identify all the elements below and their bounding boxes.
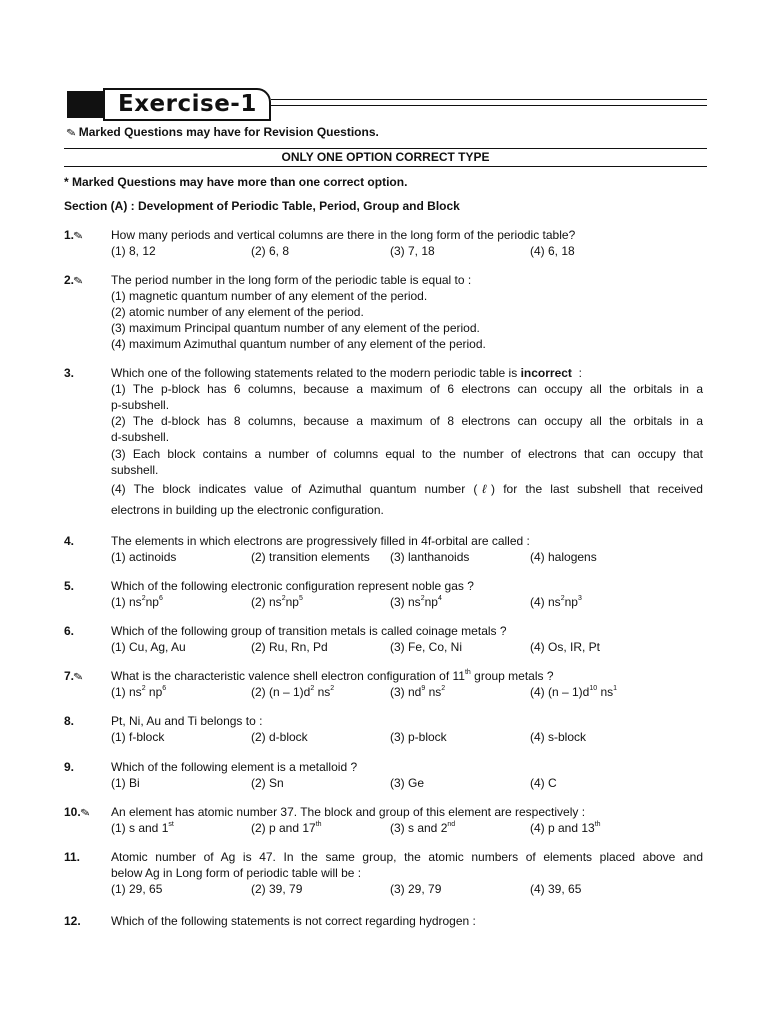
option-2: (2) 6, 8 bbox=[251, 244, 290, 258]
pencil-icon: ✎ bbox=[72, 231, 84, 242]
option-2: (2) atomic number of any element of the period. bbox=[111, 305, 364, 319]
option-4: (4) 6, 18 bbox=[530, 244, 575, 258]
question-number: 2.✎ bbox=[64, 272, 82, 290]
question-number: 9. bbox=[64, 760, 75, 774]
option-4-cont: electrons in building up the electronic configuration. bbox=[111, 503, 384, 517]
question-number: 5. bbox=[64, 579, 75, 593]
option-1: (1) s and 1st bbox=[111, 821, 174, 835]
question-number: 3. bbox=[64, 366, 75, 380]
revision-note-text: Marked Questions may have for Revision Questions. bbox=[78, 125, 379, 139]
option-4: (4) $ns^2np^3$ bbox=[530, 595, 582, 609]
question-number: 4. bbox=[64, 534, 75, 548]
option-1: (1) magnetic quantum number of any element of the period. bbox=[111, 289, 428, 303]
option-2: (2) p and 17th bbox=[251, 821, 322, 835]
option-1: (1) 29, 65 bbox=[111, 882, 163, 896]
question-text: Which of the following group of transition metals is called coinage metals ? bbox=[111, 624, 507, 638]
question-number: 1.✎ bbox=[64, 227, 82, 245]
option-3: (3) lanthanoids bbox=[390, 550, 470, 564]
option-2: (2) d-block bbox=[251, 730, 308, 744]
page-title: Exercise-1 bbox=[118, 91, 257, 117]
question-text: Pt, Ni, Au and Ti belongs to : bbox=[111, 714, 263, 728]
option-4: (4) p and 13th bbox=[530, 821, 601, 835]
option-3: (3) s and 2nd bbox=[390, 821, 456, 835]
question-number: 10.✎ bbox=[64, 804, 89, 822]
option-2: (2) Sn bbox=[251, 776, 284, 790]
incorrect-emphasis: incorrect bbox=[520, 366, 572, 380]
option-2-cont: d-subshell. bbox=[111, 430, 170, 444]
question-text: Which of the following statements is not correct regarding hydrogen : bbox=[111, 914, 476, 928]
option-3: (3) Ge bbox=[390, 776, 425, 790]
option-4: (4) Os, IR, Pt bbox=[530, 640, 601, 654]
option-1: (1) $ns^2$ $np^6$ bbox=[111, 685, 167, 699]
section-a-heading: Section (A) : Development of Periodic Table, Period, Group and Block bbox=[64, 199, 460, 213]
option-2: (2) transition elements bbox=[251, 550, 370, 564]
pencil-icon: ✎ bbox=[72, 672, 84, 683]
header-rule-top bbox=[271, 99, 707, 100]
section-type-heading: ONLY ONE OPTION CORRECT TYPE bbox=[281, 150, 490, 164]
ell-symbol: ℓ bbox=[477, 482, 492, 496]
question-text: Which of the following element is a metalloid ? bbox=[111, 760, 358, 774]
option-3: (3) $nd^9$ $ns^2$ bbox=[390, 685, 446, 699]
question-number: 12. bbox=[64, 914, 81, 928]
option-4: (4) $(n - 1)d^{10}$ $ns^1$ bbox=[530, 685, 618, 699]
question-number: 11. bbox=[64, 850, 81, 864]
option-2: (2) $(n - 1)d^2$ $ns^2$ bbox=[251, 685, 335, 699]
option-2: (2) $ns^2np^5$ bbox=[251, 595, 303, 609]
option-1: (1) $ns^2np^6$ bbox=[111, 595, 163, 609]
question-text-cont: below Ag in Long form of periodic table will be : bbox=[111, 866, 362, 880]
option-1-cont: p-subshell. bbox=[111, 398, 170, 412]
question-text: An element has atomic number 37. The block and group of this element are respectively : bbox=[111, 805, 586, 819]
option-2: (2) The d-block has 8 columns, because a maximum of 8 electrons can occupy all the orbitals in a bbox=[111, 414, 703, 428]
option-1: (1) Cu, Ag, Au bbox=[111, 640, 186, 654]
option-4: (4) 39, 65 bbox=[530, 882, 582, 896]
revision-note bbox=[67, 124, 379, 142]
option-2: (2) Ru, Rn, Pd bbox=[251, 640, 328, 654]
option-4: (4) The block indicates value of Azimuthal quantum number (ℓ) for the last subshell that received bbox=[111, 482, 703, 496]
question-text: The period number in the long form of the periodic table is equal to : bbox=[111, 273, 472, 287]
option-2: (2) 39, 79 bbox=[251, 882, 303, 896]
pencil-icon: ✎ bbox=[79, 808, 91, 819]
option-3: (3) 29, 79 bbox=[390, 882, 442, 896]
pencil-icon: ✎ bbox=[65, 128, 77, 139]
option-1: (1) f-block bbox=[111, 730, 165, 744]
option-1: (1) Bi bbox=[111, 776, 140, 790]
question-text: Which one of the following statements related to the modern periodic table is incorrect : bbox=[111, 366, 582, 380]
option-1: (1) The p-block has 6 columns, because a maximum of 6 electrons can occupy all the orbitals in a bbox=[111, 382, 703, 396]
header-rule-bottom bbox=[271, 105, 707, 106]
option-3: (3) Fe, Co, Ni bbox=[390, 640, 463, 654]
question-text: The elements in which electrons are progressively filled in 4f-orbital are called : bbox=[111, 534, 530, 548]
question-text: Which of the following electronic configuration represent noble gas ? bbox=[111, 579, 474, 593]
question-text: How many periods and vertical columns are there in the long form of the periodic table? bbox=[111, 228, 576, 242]
option-4: (4) maximum Azimuthal quantum number of any element of the period. bbox=[111, 337, 486, 351]
header-bar bbox=[67, 91, 107, 118]
option-3: (3) maximum Principal quantum number of any element of the period. bbox=[111, 321, 480, 335]
option-3: (3) $ns^2np^4$ bbox=[390, 595, 442, 609]
option-3: (3) 7, 18 bbox=[390, 244, 435, 258]
question-text: What is the characteristic valence shell electron configuration of 11th group metals ? bbox=[111, 669, 554, 683]
option-1: (1) actinoids bbox=[111, 550, 177, 564]
option-4: (4) halogens bbox=[530, 550, 597, 564]
question-number: 8. bbox=[64, 714, 75, 728]
multi-correct-note: * Marked Questions may have more than one correct option. bbox=[64, 175, 408, 189]
option-3: (3) Each block contains a number of columns equal to the number of electrons that can occupy that bbox=[111, 447, 703, 461]
option-1: (1) 8, 12 bbox=[111, 244, 156, 258]
section-rule-bottom bbox=[64, 166, 707, 167]
question-number: 7.✎ bbox=[64, 668, 82, 686]
option-4: (4) s-block bbox=[530, 730, 587, 744]
option-3: (3) p-block bbox=[390, 730, 447, 744]
option-4: (4) C bbox=[530, 776, 557, 790]
question-text: Atomic number of Ag is 47. In the same group, the atomic numbers of elements placed above and bbox=[111, 850, 703, 864]
question-number: 6. bbox=[64, 624, 75, 638]
option-3-cont: subshell. bbox=[111, 463, 159, 477]
pencil-icon: ✎ bbox=[72, 276, 84, 287]
